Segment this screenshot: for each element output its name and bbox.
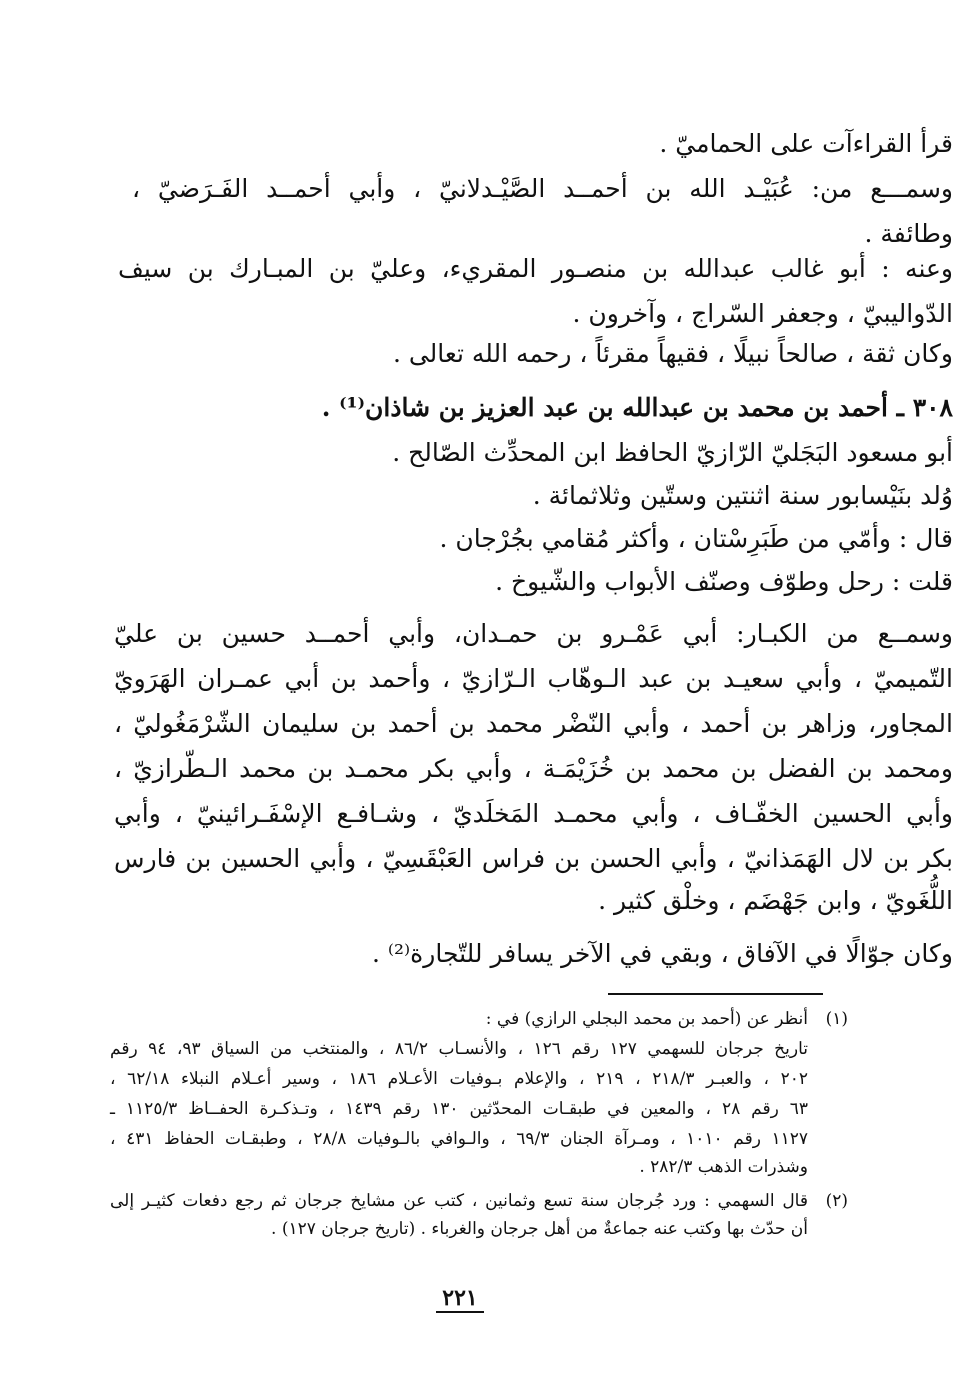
footnote-marker: (٢) bbox=[825, 1191, 848, 1211]
footnote-line: ٦٣ رقم ٢٨ ، والمعين في طبقـات المحدّثين ١٣٠ رقم ١٤٣٩ ، وتـذكـرة الحفــاظ ١١٢٥/٣ ـ bbox=[110, 1099, 808, 1119]
footnote-line: قال السهمي : ورد جُرجان سنة تسع وثمانين ، كتب عن مشايخ جرجان ثم رجع دفعات كثيـر إلى bbox=[110, 1191, 808, 1211]
footnote-line: ١١٢٧ رقم ١٠١٠ ، ومـرآة الجنان ٦٩/٣ ، والـوافي بالـوفيات ٢٨/٨ ، وطبقـات الحفاظ ٤٣١ ، bbox=[110, 1129, 808, 1149]
footnote-line: وشذرات الذهب ٢٨٢/٣ . bbox=[639, 1157, 808, 1177]
footnote-line: أنظر عن (أحمد بن محمد البجلي الرازي) في : bbox=[485, 1009, 808, 1029]
body-line: المجاور، وزاهر بن أحمد ، وأبي النّضْر محمد بن أحمد بن سليمان الشّرْمَغُوليّ ، bbox=[114, 709, 953, 738]
body-line: بكر بن لال الهَمَذانيّ ، وأبي الحسن بن فراس العَبْقَسِيّ ، وأبي الحسين بن فارس bbox=[114, 844, 953, 873]
footnote-line: ٢٠٢ ، والعبـر ٢١٨/٣ ، ٢١٩ ، والإعلام بـوفيات الأعـلام ١٨٦ ، وسير أعـلام النبلاء ٦٢/١٨ ، bbox=[110, 1069, 808, 1089]
body-line: وسمـــع من: عُبَيْـد الله بن أحمــد الصَّيْـدلانيّ ، وأبي أحمــد الفَـرَضيّ ، bbox=[132, 174, 953, 203]
body-line: وعنه : أبو غالب عبدالله بن منصـور المقريء، وعليّ بن المبـارك بن سيف bbox=[118, 254, 953, 283]
body-line: وكان جوّالًا في الآفاق ، وبقي في الآخر يسافر للتّجارة⁽²⁾ . bbox=[371, 939, 953, 968]
footnote-marker: (١) bbox=[825, 1009, 848, 1029]
body-line: وسمــع من الكبـار: أبي عَمْـرو بن حمـدان، وأبي أحمــد حسين بن عليّ bbox=[114, 619, 953, 648]
body-line: قلت : رحل وطوّف وصنّف الأبواب والشّيوخ . bbox=[495, 567, 953, 596]
entry-heading: ٣٠٨ ـ أحمد بن محمد بن عبدالله بن عبد العزيز بن شاذان⁽¹⁾ . bbox=[321, 393, 953, 422]
body-line: قرأ القراءآت على الحماميّ . bbox=[659, 129, 953, 158]
body-line: وُلد بنَيْسابور سنة اثنتين وستّين وثلاثمائة . bbox=[532, 481, 953, 510]
body-line: قال : وأمّي من طَبَرِسْتان ، وأكثر مُقامي بجُرْجان . bbox=[439, 524, 953, 553]
body-line: وأبي الحسين الخفّـاف ، وأبي محمـد المَخلَديّ ، وشـافـع الإسْفَـرائينيّ ، وأبي bbox=[114, 799, 953, 828]
page-number-text: ٢٢١ bbox=[436, 1285, 483, 1313]
body-line: التّميميّ ، وأبي سعيـد بن عبد الـوهّاب الـرّازيّ ، وأحمد بن أبي عمـران الهَرَويّ bbox=[114, 664, 953, 693]
body-line: اللُّغَويّ ، وابن جَهْضَم ، وخلْق كثير . bbox=[598, 886, 953, 915]
footnote-line: تاريخ جرجان للسهمي ١٢٧ رقم ١٢٦ ، والأنسـاب ٨٦/٢ ، والمنتخب من السياق ٩٣، ٩٤ رقم bbox=[110, 1039, 809, 1059]
body-line: الدّواليبيّ ، وجعفر السّراج ، وآخرون . bbox=[572, 299, 953, 328]
footnote-rule bbox=[608, 993, 823, 995]
footnote-line: أن حدّث بها وكتب عنه جماعةٌ من أهل جرجان والغرباء . (تاريخ جرجان ١٢٧) . bbox=[271, 1219, 808, 1239]
body-line: أبو مسعود البَجَليّ الرّازيّ الحافظ ابن المحدِّث الصّالح . bbox=[392, 438, 953, 467]
body-line: ومحمد بن الفضل بن محمد بن خُزَيْمَـة ، وأبي بكر محمـد بن محمد الـطّرازيّ ، bbox=[114, 754, 953, 783]
page-number bbox=[400, 1283, 520, 1313]
body-line: وطائفة . bbox=[864, 219, 953, 248]
body-line: وكان ثقة ، صالحاً نبيلًا ، فقيهاً مقرئاً ، رحمه الله تعالى . bbox=[392, 339, 953, 368]
